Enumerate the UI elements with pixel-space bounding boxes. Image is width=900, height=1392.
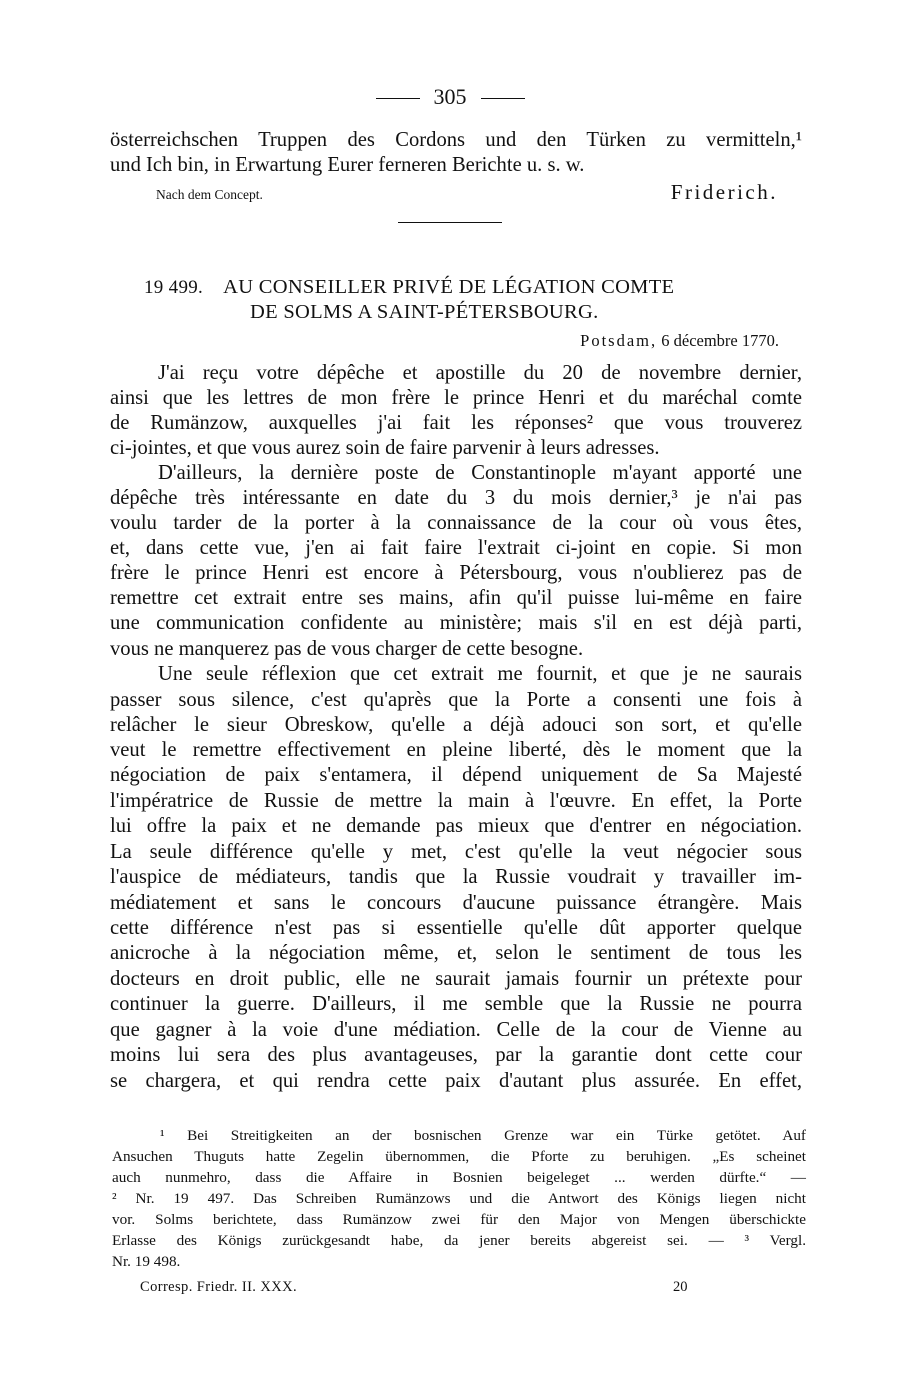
body-line: passer sous silence, c'est qu'après que la Porte a consenti une fois à bbox=[110, 689, 802, 711]
page-number: 305 bbox=[433, 84, 467, 109]
page-number-header bbox=[0, 84, 900, 110]
dateline bbox=[580, 331, 779, 351]
body-line: l'auspice de médiateurs, tandis que la Russie voudrait y travailler im- bbox=[110, 866, 802, 888]
dateline-place: Potsdam, bbox=[580, 331, 658, 350]
footer-signature-mark: 20 bbox=[673, 1279, 688, 1295]
body-line: médiatement et sans le concours d'aucune puissance étrangère. Mais bbox=[110, 892, 802, 914]
letter-number: 19 499. bbox=[144, 277, 204, 298]
body-line: J'ai reçu votre dépêche et apostille du 20 de novembre dernier, bbox=[158, 362, 802, 384]
page-number-dash-left bbox=[376, 98, 420, 99]
footnote-line: auch nunmehro, dass die Affaire in Bosnien beigeleget ... werden dürfte.“ — bbox=[112, 1169, 806, 1186]
body-line: remettre cet extrait entre ses mains, afin qu'il puisse lui-même en faire bbox=[110, 587, 802, 609]
body-line: et, dans cette vue, j'en ai fait faire l'extrait ci-joint en copie. Si mon bbox=[110, 537, 802, 559]
source-note: Nach dem Concept. bbox=[156, 187, 263, 202]
signature: Friderich. bbox=[670, 180, 778, 204]
letter-heading-line-1: AU CONSEILLER PRIVÉ DE LÉGATION COMTE bbox=[223, 276, 675, 298]
footnote-line: ¹ Bei Streitigkeiten an der bosnischen Grenze war ein Türke getötet. Auf bbox=[160, 1127, 806, 1144]
body-line: veut le remettre effectivement en pleine liberté, dès le moment que la bbox=[110, 739, 802, 761]
footnote-line: Erlasse des Königs zurückgesandt habe, da jener bereits abgereist sei. — ³ Vergl. bbox=[112, 1232, 806, 1249]
body-line: ainsi que les lettres de mon frère le prince Henri et du maréchal comte bbox=[110, 387, 802, 409]
section-divider bbox=[398, 222, 502, 223]
opening-line: und Ich bin, in Erwartung Eurer ferneren Berichte u. s. w. bbox=[110, 154, 585, 176]
body-line: Une seule réflexion que cet extrait me fournit, et que je ne saurais bbox=[158, 663, 802, 685]
body-line: vous ne manquerez pas de vous charger de cette besogne. bbox=[110, 638, 584, 660]
body-line: lui offre la paix et ne demande pas mieux que d'entrer en négociation. bbox=[110, 815, 802, 837]
opening-line: österreichschen Truppen des Cordons und den Türken zu vermitteln,¹ bbox=[110, 129, 802, 151]
body-line: La seule différence qu'elle y met, c'est qu'elle la veut négocier sous bbox=[110, 841, 802, 863]
body-line: moins lui sera des plus avantageuses, par la garantie dont cette cour bbox=[110, 1044, 802, 1066]
body-line: D'ailleurs, la dernière poste de Constantinople m'ayant apporté une bbox=[158, 462, 802, 484]
letter-heading bbox=[144, 275, 674, 300]
body-line: dépêche très intéressante en date du 3 du mois dernier,³ je n'ai pas bbox=[110, 487, 802, 509]
footnote-line: vor. Solms berichtete, dass Rumänzow zwei für den Major von Mengen überschickte bbox=[112, 1211, 806, 1228]
dateline-date: 6 décembre 1770. bbox=[661, 331, 779, 350]
page-number-dash-right bbox=[481, 98, 525, 99]
body-line: continuer la guerre. D'ailleurs, il me semble que la Russie ne pourra bbox=[110, 993, 802, 1015]
body-line: l'impératrice de Russie de mettre la main à l'œuvre. En effet, la Porte bbox=[110, 790, 802, 812]
body-line: voulu tarder de la porter à la connaissance de la cour où vous êtes, bbox=[110, 512, 802, 534]
footnote-line: Nr. 19 498. bbox=[112, 1253, 181, 1270]
body-line: frère le prince Henri est encore à Pétersbourg, vous n'oublierez pas de bbox=[110, 562, 802, 584]
body-line: se chargera, et qui rendra cette paix d'autant plus assurée. En effet, bbox=[110, 1070, 802, 1092]
letter-heading-line-2: DE SOLMS A SAINT-PÉTERSBOURG. bbox=[250, 301, 599, 323]
footer-volume: Corresp. Friedr. II. XXX. bbox=[140, 1279, 297, 1295]
body-line: relâcher le sieur Obreskow, qu'elle a déjà adouci son sort, et qu'elle bbox=[110, 714, 802, 736]
body-line: une communication confidente au ministère; mais s'il en est déjà parti, bbox=[110, 612, 802, 634]
body-line: cette différence n'est pas si essentielle qu'elle dût apporter quelque bbox=[110, 917, 802, 939]
body-line: ci-jointes, et que vous aurez soin de faire parvenir à leurs adresses. bbox=[110, 437, 660, 459]
body-line: docteurs en droit public, elle ne saurait jamais fournir un prétexte pour bbox=[110, 968, 802, 990]
body-line: que gagner à la voie d'une médiation. Celle de la cour de Vienne au bbox=[110, 1019, 802, 1041]
body-line: négociation de paix s'entamera, il dépend uniquement de Sa Majesté bbox=[110, 764, 802, 786]
footnote-line: ² Nr. 19 497. Das Schreiben Rumänzows und die Antwort des Königs liegen nicht bbox=[112, 1190, 806, 1207]
footnote-line: Ansuchen Thuguts hatte Zegelin übernommen, die Pforte zu beruhigen. „Es scheinet bbox=[112, 1148, 806, 1165]
body-line: de Rumänzow, auxquelles j'ai fait les réponses² que vous trouverez bbox=[110, 412, 802, 434]
body-line: anicroche à la négociation même, et, selon le sentiment de tous les bbox=[110, 942, 802, 964]
